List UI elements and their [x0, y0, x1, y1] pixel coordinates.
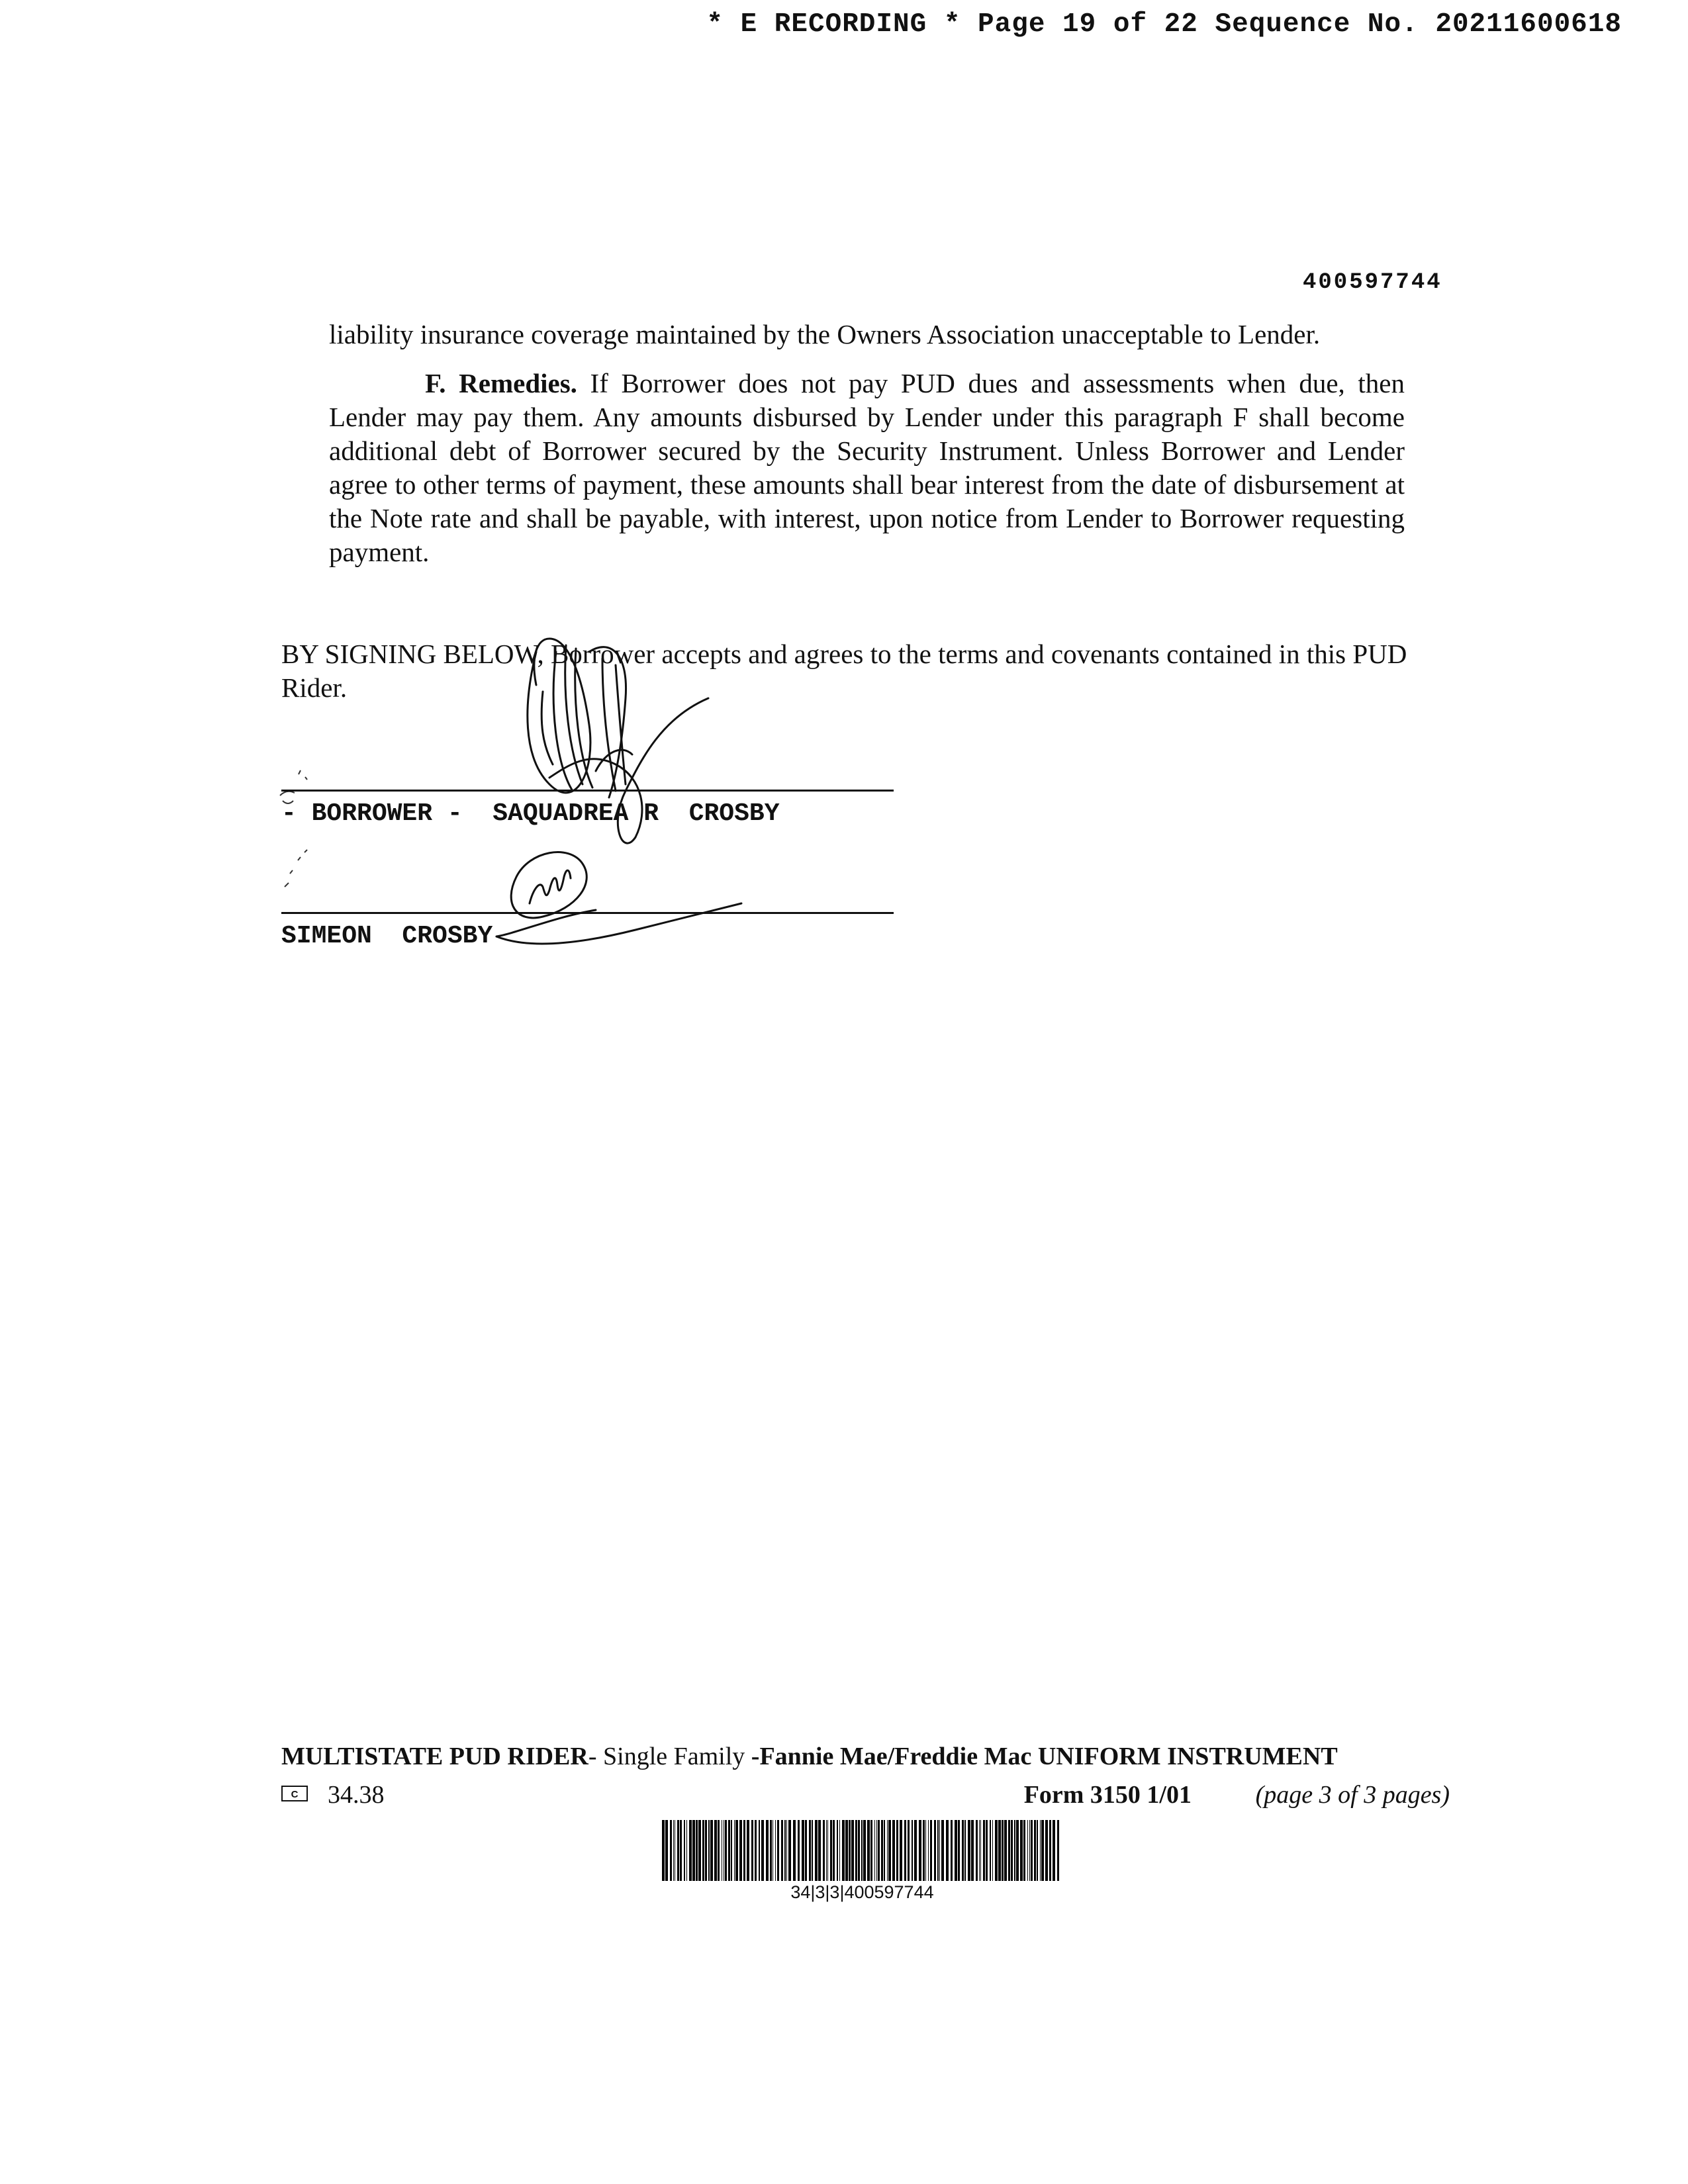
form-footer-row: [281, 1780, 1450, 1813]
pen-tick-mark-2: [278, 847, 318, 893]
recording-header: * E RECORDING * Page 19 of 22 Sequence No. 20211600618: [706, 9, 1622, 40]
signature-line-2: [281, 912, 894, 914]
borrower-2-name: SIMEON CROSBY: [281, 922, 493, 950]
form-number: Form 3150 1/01: [1023, 1781, 1192, 1809]
borrower-2-signature: [477, 837, 755, 956]
remedies-text: If Borrower does not pay PUD dues and assessments when due, then Lender may pay them. Any amounts disbursed by Lender under this paragraph F shall become additional debt of Borrower secured by the Security Instrument. Unless Borrower and Lender agree to other terms of payment, these amounts shall bear interest from the date of disbursement at the Note rate and shall be payable, with interest, upon notice from Lender to Borrower requesting payment.: [329, 368, 1405, 567]
form-title-part-1: MULTISTATE PUD RIDER: [281, 1743, 588, 1770]
liability-paragraph: liability insurance coverage maintained by the Owners Association unacceptable to Lender.: [329, 319, 1321, 349]
barcode-label: 34|3|3|400597744: [790, 1882, 934, 1902]
remedies-heading: F. Remedies.: [425, 368, 577, 398]
signing-statement: BY SIGNING BELOW, Borrower accepts and agrees to the terms and covenants contained in this PUD Rider.: [281, 639, 1407, 703]
page-indicator: (page 3 of 3 pages): [1255, 1781, 1450, 1809]
form-code: 34.38: [328, 1781, 385, 1809]
loan-number: 400597744: [1303, 270, 1442, 295]
svg-text:C: C: [291, 1789, 299, 1800]
barcode: [662, 1820, 1062, 1881]
form-title: [281, 1742, 1338, 1771]
remedies-paragraph: [329, 367, 1405, 569]
form-title-part-2: - Single Family: [588, 1743, 751, 1770]
form-logo-icon: [281, 1786, 308, 1801]
signature-line-1: [281, 790, 894, 792]
form-title-part-3: -Fannie Mae/Freddie Mac UNIFORM INSTRUMENT: [751, 1743, 1338, 1770]
borrower-1-name: - BORROWER - SAQUADREA R CROSBY: [281, 799, 780, 828]
